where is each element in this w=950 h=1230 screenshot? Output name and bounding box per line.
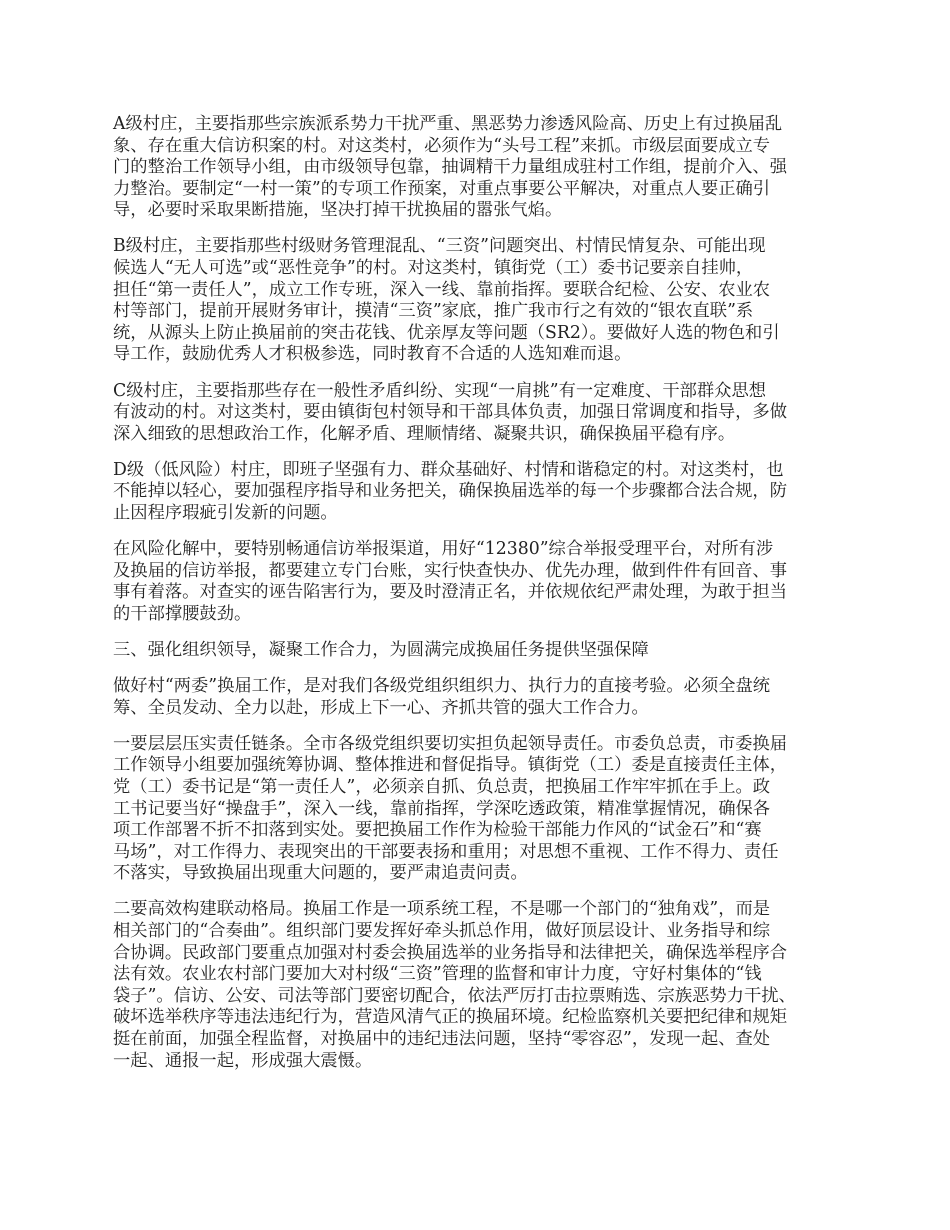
- paragraph: [113, 114, 853, 222]
- text-line: 村等部门，提前开展财务审计，摸清“三资”家底，推广我市行之有效的“银农直联”系: [113, 301, 754, 322]
- text-line: 统，从源头上防止换届前的突击花钱、优亲厚友等问题（SR2）。要做好人选的物色和引: [113, 322, 780, 343]
- paragraph: [113, 640, 853, 662]
- text-line: 导，必要时采取果断措施，坚决打掉干扰换届的嚣张气焰。: [113, 200, 563, 221]
- paragraph: [113, 236, 853, 366]
- document-body: [113, 114, 853, 1087]
- text-line: 项工作部署不折不扣落到实处。要把换届工作作为检验干部能力作风的“试金石”和“赛: [113, 820, 762, 841]
- paragraph: [113, 460, 853, 525]
- text-line: 不落实，导致换届出现重大问题的，要严肃追责问责。: [113, 863, 528, 884]
- paragraph: [113, 539, 853, 625]
- text-line: D级（低风险）村庄，即班子坚强有力、群众基础好、村情和谐稳定的村。对这类村，也: [113, 459, 784, 480]
- text-line: 担任“第一责任人”，成立工作专班，深入一线、靠前指挥。要联合纪检、公安、农业农: [113, 279, 771, 300]
- text-line: 在风险化解中，要特别畅通信访举报渠道，用好“12380”综合举报受理平台，对所有涉: [113, 539, 774, 560]
- text-line: 挺在前面，加强全程监督，对换届中的违纪违法问题，坚持“零容忍”，发现一起、查处: [113, 1028, 771, 1049]
- paragraph: [113, 899, 853, 1072]
- text-line: 事有着落。对查实的诬告陷害行为，要及时澄清正名，并依规依纪严肃处理，为敢于担当: [113, 582, 787, 603]
- text-line: 象、存在重大信访积案的村。对这类村，必须作为“头号工程”来抓。市级层面要成立专: [113, 135, 771, 156]
- text-line: 筹、全员发动、全力以赴，形成上下一心、齐抓共管的强大工作合力。: [113, 697, 649, 718]
- text-line: 破坏选举秩序等违法违纪行为，营造风清气正的换届环境。纪检监察机关要把纪律和规矩: [113, 1007, 787, 1028]
- text-line: 门的整治工作领导小组，由市级领导包靠，抽调精干力量组成驻村工作组，提前介入、强: [113, 157, 787, 178]
- text-line: 止因程序瑕疵引发新的问题。: [113, 503, 338, 523]
- text-line: 三、强化组织领导，凝聚工作合力，为圆满完成换届任务提供坚强保障: [113, 639, 649, 660]
- text-line: 合协调。民政部门要重点加强对村委会换届选举的业务指导和法律把关，确保选举程序合: [113, 942, 787, 963]
- text-line: 力整治。要制定“一村一策”的专项工作预案，对重点事要公平解决，对重点人要正确引: [113, 178, 771, 199]
- paragraph: [113, 381, 853, 446]
- text-line: 二要高效构建联动格局。换届工作是一项系统工程，不是哪一个部门的“独角戏”，而是: [113, 899, 771, 920]
- text-line: B级村庄，主要指那些村级财务管理混乱、“三资”问题突出、村情民情复杂、可能出现: [113, 236, 766, 257]
- text-line: 不能掉以轻心，要加强程序指导和业务把关，确保换届选举的每一个步骤都合法合规，防: [113, 481, 787, 502]
- text-line: 候选人“无人可选”或“恶性竞争”的村。对这类村，镇街党（工）委书记要亲自挂帅，: [113, 258, 754, 279]
- text-line: 及换届的信访举报，都要建立专门台账，实行快查快办、优先办理，做到件件有回音、事: [113, 560, 787, 581]
- text-line: A级村庄，主要指那些宗族派系势力干扰严重、黑恶势力渗透风险高、历史上有过换届乱: [113, 114, 783, 134]
- text-line: C级村庄，主要指那些存在一般性矛盾纠纷、实现“一肩挑”有一定难度、干部群众思想: [113, 380, 767, 401]
- text-line: 党（工）委书记是“第一责任人”，必须亲自抓、负总责，把换届工作牢牢抓在手上。政: [113, 776, 771, 797]
- text-line: 相关部门的“合奏曲”。组织部门要发挥好牵头抓总作用，做好顶层设计、业务指导和综: [113, 921, 771, 941]
- text-line: 导工作，鼓励优秀人才积极参选，同时教育不合适的人选知难而退。: [113, 344, 632, 365]
- text-line: 一起、通报一起，形成强大震慑。: [113, 1050, 373, 1071]
- text-line: 工书记要当好“操盘手”，深入一线，靠前指挥，学深吃透政策，精准掌握情况，确保各: [113, 798, 771, 819]
- text-line: 袋子”。信访、公安、司法等部门要密切配合，依法严厉打击拉票贿选、宗族恶势力干扰、: [113, 985, 796, 1006]
- text-line: 深入细致的思想政治工作，化解矛盾、理顺情绪、凝聚共识，确保换届平稳有序。: [113, 423, 736, 444]
- text-line: 做好村“两委”换届工作，是对我们各级党组织组织力、执行力的直接考验。必须全盘统: [113, 676, 771, 697]
- paragraph: [113, 734, 853, 885]
- text-line: 有波动的村。对这类村，要由镇街包村领导和干部具体负责，加强日常调度和指导，多做: [113, 402, 787, 423]
- text-line: 法有效。农业农村部门要加大对村级“三资”管理的监督和审计力度，守好村集体的“钱: [113, 964, 762, 985]
- text-line: 工作领导小组要加强统筹协调、整体推进和督促指导。镇街党（工）委是直接责任主体，: [113, 755, 787, 776]
- paragraph: [113, 676, 853, 719]
- text-line: 的干部撑腰鼓劲。: [113, 603, 252, 624]
- text-line: 马场”，对工作得力、表现突出的干部要表扬和重用；对思想不重视、工作不得力、责任: [113, 841, 779, 862]
- text-line: 一要层层压实责任链条。全市各级党组织要切实担负起领导责任。市委负总责，市委换届: [113, 733, 787, 754]
